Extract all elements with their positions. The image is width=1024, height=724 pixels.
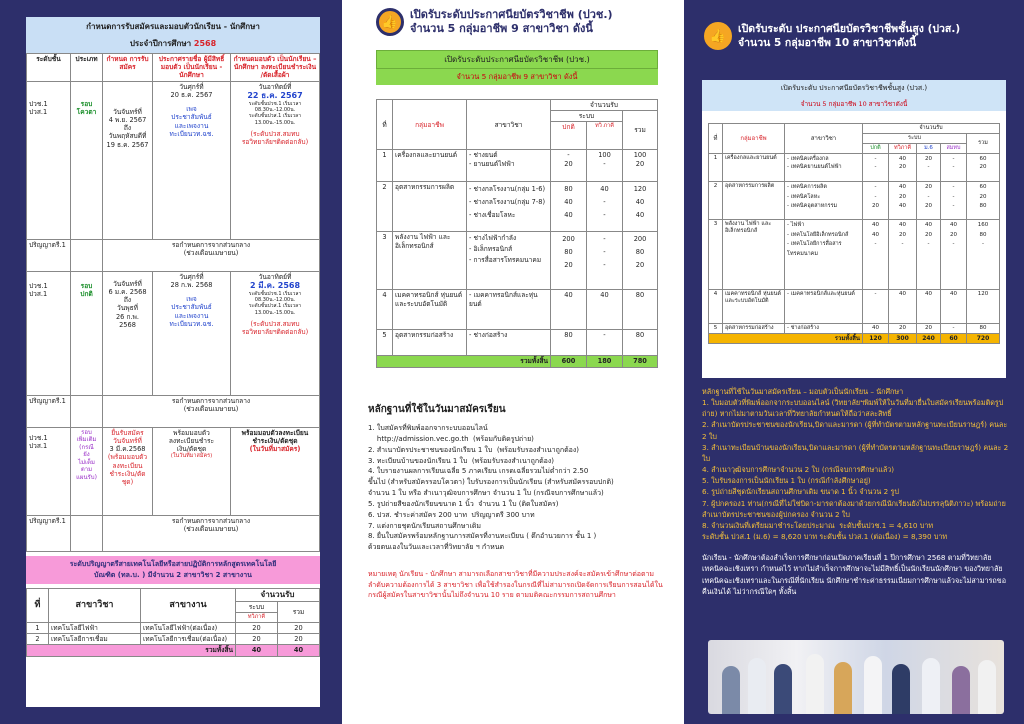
cell-biweek: - - - [587,232,623,290]
schedule-row-quota [27,81,320,239]
cell-normal: 200 80 20 [551,232,587,290]
hvc-table-card [702,80,1006,378]
hvc-docs [702,386,1012,597]
cell-total: 20 [277,622,319,633]
report-date: 22 ธ.ค. 2567 [247,90,303,100]
row-schedule: รอกำหนดการจากส่วนกลาง (ช่วงเดือนเมษายน) [103,239,320,271]
student-figure [834,662,852,714]
cell-no: 2 [377,182,393,232]
total-joint: 60 [941,333,967,344]
hvc-bar-subtitle: จำนวน 5 กลุ่มอาชีพ 10 สาขาวิชาดังนี้ [702,97,1006,111]
col-no: ที่ [709,124,723,154]
cell-total: 100 20 [623,150,658,182]
cell-m6: 20 [917,323,941,333]
panel-hvc [684,0,1024,724]
table-row [709,219,1000,289]
list-item: 4. สำเนาวุฒิจบการศึกษาจำนวน 2 ใบ (กรณีจบการศึกษาแล้ว) [702,465,895,475]
total-m6: 240 [917,333,941,344]
cell-group: เครื่องกลและยานยนต์ [723,153,785,181]
total-biweek: 300 [889,333,917,344]
list-item: ขึ้นไป (สำหรับสมัครรอบโควตา) ใบรับรองการเป็นนักเรียน (สำหรับสมัครรอบปกติ) [368,478,614,487]
docs-title: หลักฐานที่ใช้ในวันมาสมัครเรียน [368,404,506,415]
row-apply: วันจันทร์ที่ 4 พ.ย. 2567 ถึง วันพฤหัสบดีที่ 19 ธ.ค. 2567 [103,81,153,239]
cell-majors: - เทคนิคการผลิต - เทคนิคโลหะ - เทคนิคอุตสาหกรรม [785,181,863,219]
apply-label: ยื่นรับสมัคร วันจันทร์ที่ [111,428,144,445]
cell-majors: - ช่างยนต์ - ยานยนต์ไฟฟ้า [467,150,551,182]
cell-biweek: 40 20 - [889,219,917,289]
list-item: 8. ยื่นใบสมัครพร้อมหลักฐานการสมัครที่งานทะเบียน ( ตึกอำนวยการ ชั้น 1 ) [368,532,597,541]
cell-majors: - ช่างกลโรงงาน(กลุ่ม 1-6) - ช่างกลโรงงาน(กลุ่ม 7-8) - ช่างเชื่อมโลหะ [467,182,551,232]
schedule-card [26,17,320,707]
announce-text: พร้อมมอบตัว ลงทะเบียนชำระ เงิน/ตัดชุด [168,428,215,454]
pvc-table [376,99,658,368]
cell-normal: 80 [551,330,587,356]
list-item: 3. ทะเบียนบ้านของนักเรียน 1 ใบ (พร้อมรับรองสำเนาถูกต้อง) [368,456,555,465]
report-note: (ระดับปวส.สมทบ รอวิทยาลัยฯติดต่อกลับ) [241,129,309,147]
list-item: ด้วยตนเองในวันและเวลาที่วิทยาลัย ฯ กำหนด [368,543,505,552]
list-item: ระดับชั้น ปวส.1 (ม.6) = 8,620 บาท ระดับชั้น ปวส.1 (ต่อเนื่อง) = 8,390 บาท [702,532,948,542]
student-figure [922,658,940,714]
cell-biweek: 40 20 [889,153,917,181]
announce-note: เพจ ประชาสัมพันธ์ และเพจงาน ทะเบียนวท.ฉช. [169,295,214,328]
student-figure [864,656,882,714]
schedule-header-row [27,54,320,82]
cell-normal: - 20 [551,150,587,182]
table-row [27,634,320,645]
announce-day: วันศุกร์ที่ [179,82,204,91]
report-day: วันอาทิตย์ที่ [258,272,292,281]
list-item: 4. ใบรายงานผลการเรียนเฉลี่ย 5 ภาคเรียน เกรดเฉลี่ยรวมไม่ต่ำกว่า 2.50 [368,467,589,476]
row-schedule: รอกำหนดการจากส่วนกลาง (ช่วงเดือนเมษายน) [103,515,320,551]
cell-group: พลังงาน ไฟฟ้า และอิเล็กทรอนิกส์ [393,232,467,290]
empty-cell [71,515,103,551]
col-total: รวม [967,133,1000,153]
cell-joint: 40 [941,289,967,323]
docs-list [368,423,668,553]
row-level: ปริญญาตรี.1 [27,515,71,551]
cell-total: 80 [967,323,1000,333]
cell-no: 5 [709,323,723,333]
col-major: สาขาวิชา [49,588,141,622]
report-note: (ระดับปวส.สมทบ รอวิทยาลัยฯติดต่อกลับ) [241,319,309,337]
cell-no: 2 [709,181,723,219]
empty-cell [71,239,103,271]
cell-group: อุตสาหกรรมการผลิต [393,182,467,232]
cell-m6: 20 - [917,153,941,181]
announce-note: (ในวันที่มาสมัคร) [170,453,213,460]
cell-no: 3 [709,219,723,289]
cell-m6: 20 - 20 [917,181,941,219]
schedule-row-bachelor [27,515,320,551]
apply-note: (พร้อมมอบตัว ลงทะเบียน ชำระเงิน/ตัด ชุด) [107,453,148,487]
col-type: ประเภท [71,54,103,82]
col-normal: ปกติ [863,143,889,153]
col-no: ที่ [27,588,49,622]
col-biweek: ทวิ ภาคี [587,122,623,150]
hvc-bar-title: เปิดรับระดับ ประกาศนียบัตรวิชาชีพชั้นสูง (ปวส.) [702,80,1006,97]
col-normal: ปกติ [551,122,587,150]
empty-cell [71,395,103,427]
year-value: 2568 [193,39,217,48]
schedule-row-extra [27,427,320,515]
table-row [377,290,658,330]
pvc-header [376,8,613,36]
list-item: 3. สำเนาทะเบียนบ้านของนักเรียน,บิดาและมารดา (ผู้ที่ทำบัตรตามหลักฐานทะเบียนราษฎร์) คนละ 2 ใบ [702,442,1011,463]
cell-biweek: 20 [235,622,277,633]
list-item: 7. แต่งกายชุดนักเรียนสถานศึกษาเดิม [368,521,482,530]
row-level: ปวช.1 ปวส.1 [27,427,71,515]
pvc-title [410,8,613,36]
row-announce [153,427,231,515]
cell-field: เทคโนโลยีไฟฟ้า(ต่อเนื่อง) [141,622,236,633]
student-figure [774,664,792,714]
col-system: ระบบ [863,133,967,143]
row-level: ปวช.1 ปวส.1 [27,271,71,395]
col-group: กลุ่มอาชีพ [393,100,467,150]
col-announce [153,54,231,82]
col-major: สาขาวิชา [467,100,551,150]
cell-no: 2 [27,634,49,645]
total-total: 40 [277,645,319,656]
total-normal: 600 [551,356,587,367]
year-label: ประจำปีการศึกษา [129,39,192,48]
table-row [377,330,658,356]
report-header-text: กำหนดมอบตัว เป็นนักเรียน – นักศึกษา ลงทะเบียนชำระเงิน /ตัดเสื้อผ้า [233,55,317,80]
pvc-note: หมายเหตุ นักเรียน - นักศึกษา สามารถเลือกสาขาวิชาที่มีความประสงค์จะสมัครเข้าศึกษาต่อตามลำดับความต้องการได้ 3 สาขาวิชา เพื่อใช้สำรองในกรณีที่ไม่สามารถเปิดจัดการเรียนการสอนได้ในกรณีผู้สมัครในสาขาวิชานั้นไม่ถึงจำนวน 10 ราย ตามมติคณะกรรมการสถานศึกษา [368,570,663,600]
total-label: รวมทั้งสิ้น [27,645,236,656]
cell-group: เมคคาทรอนิกส์ หุ่นยนต์ และระบบอัตโนมัติ [393,290,467,330]
list-item: จำนวน 1 ใบ หรือ สำเนาวุฒิจบการศึกษา จำนวน 1 ใบ (กรณีจบการศึกษาแล้ว) [368,489,604,498]
cell-majors: - ไฟฟ้า - เทคโนโลยีอิเล็กทรอนิกส์ - เทคโนโลยีการสื่อสารโทรคมนาคม [785,219,863,289]
cell-group: อุตสาหกรรมก่อสร้าง [393,330,467,356]
cell-group: พลังงาน ไฟฟ้า และอิเล็กทรอนิกส์ [723,219,785,289]
row-report [231,271,320,395]
list-item: 7. ผู้ปกครอง1 ท่าน(กรณีที่ไม่ใช่บิดา-มารดาต้องมาด้วยกรณีนักเรียนยังไม่บรรลุนิติภาวะ) พร้อมถ่ายสำเนาบัตรประชาชนของผู้ปกครอง จำนวน 2 ใบ [702,498,1006,519]
row-apply: วันจันทร์ที่ 6 ม.ค. 2568 ถึง วันพุธที่ 26 ก.พ. 2568 [103,271,153,395]
announce-date: 20 ธ.ค. 2567 [170,90,213,99]
student-figure [952,666,970,714]
cell-majors: - เมคคาทรอนิกส์และหุ่นยนต์ [785,289,863,323]
row-announce [153,81,231,239]
cell-joint: 40 20 - [941,219,967,289]
total-total: 780 [623,356,658,367]
cell-no: 1 [709,153,723,181]
cell-normal: - - 20 [863,181,889,219]
col-capacity: จำนวนรับ [235,588,319,601]
hvc-title-line2: จำนวน 5 กลุ่มอาชีพ 10 สาขาวิชาดังนี้ [738,37,917,50]
cell-total: 120 40 40 [623,182,658,232]
hvc-title-line1: เปิดรับระดับ ประกาศนียบัตรวิชาชีพชั้นสูง (ปวส.) [738,23,961,35]
student-figure [748,658,766,714]
report-day: วันอาทิตย์ที่ [258,82,292,91]
cell-total: 200 80 20 [623,232,658,290]
cell-majors: - เทคนิคเครื่องกล - เทคนิคยานยนต์ไฟฟ้า [785,153,863,181]
list-item: 8. จำนวนเงินที่เตรียมมาชำระโดยประมาณ ระดับชั้นปวช.1 = 4,610 บาท [702,520,934,530]
apply-date: 3 มี.ค.2568 [109,445,146,454]
list-item: http://admission.vec.go.th (พร้อมกับติดรูปถ่าย) [368,434,534,443]
row-type: รอบ เพิ่มเติม (กรณี ยัง ไม่เต็ม ตาม แผนรับ) [71,427,103,515]
row-announce [153,271,231,395]
col-biweek: ทวิภาคี [235,612,277,622]
cell-major: เทคโนโลยีการเชื่อม [49,634,141,645]
cell-m6: 40 [917,289,941,323]
col-apply: กำหนด การรับสมัคร [103,54,153,82]
schedule-title-text: กำหนดการรับสมัครและมอบตัวนักเรียน - นักศึกษา [86,22,260,31]
cell-normal: 40 [551,290,587,330]
academic-year [26,37,320,50]
hvc-title [738,22,960,50]
row-report [231,81,320,239]
thumbs-up-icon: 👍 [376,8,404,36]
list-item: 1. ใบมอบตัวที่พิมพ์ออกจากระบบออนไลน์ (วิทยาลัยฯพิมพ์ให้ในวันที่มายื่นใบสมัครเรียนพร้อมติดรูปถ่าย) หากไม่มาตามวันเวลาที่วิทยาลัยกำหนดให้ถือว่าสละสิทธิ์ [702,398,1004,419]
schedule-row-normal [27,271,320,395]
student-figure [722,666,740,714]
cell-total: 120 [967,289,1000,323]
hvc-header [704,22,960,50]
cell-field: เทคโนโลยีการเชื่อม(ต่อเนื่อง) [141,634,236,645]
cell-biweek: 20 [235,634,277,645]
list-item: 1. ใบสมัครที่พิมพ์ออกจากระบบออนไลน์ [368,424,488,432]
col-major: สาขาวิชา [785,124,863,154]
cell-no: 4 [709,289,723,323]
col-joint: สมทบ [941,143,967,153]
cell-majors: - เมคคาทรอนิกส์และหุ่นยนต์ [467,290,551,330]
cell-biweek: 40 [587,290,623,330]
row-report [231,427,320,515]
total-label: รวมทั้งสิ้น [377,356,551,367]
schedule-table [26,53,320,552]
total-total: 720 [967,333,1000,344]
cell-joint: - - - [941,181,967,219]
bachelor-header-row [27,588,320,601]
report-time: ระดับชั้นปวช.1 เริ่มเวลา 08.30น.-12.00น. ระดับชั้นปวส.1 เริ่มเวลา 13.00น.-15.00น. [248,290,302,316]
announce-header-text: ประกาศรายชื่อ ผู้มีสิทธิ์มอบตัว เป็นนักเรียน - นักศึกษา [158,55,225,80]
bachelor-table [26,588,320,657]
hvc-docs-title: หลักฐานที่ใช้ในวันมาสมัครเรียน – มอบตัวเป็นนักเรียน – นักศึกษา [702,387,904,396]
total-row [709,333,1000,344]
announce-note: เพจ ประชาสัมพันธ์ และเพจงาน ทะเบียนวท.ฉช. [169,105,214,138]
table-row [709,289,1000,323]
pvc-table-card [376,50,658,368]
hvc-table [708,123,1000,344]
student-figure [806,654,824,714]
col-no: ที่ [377,100,393,150]
row-schedule: รอกำหนดการจากส่วนกลาง (ช่วงเดือนเมษายน) [103,395,320,427]
list-item: 2. สำเนาบัตรประชาชนของนักเรียน,บิดาและมารดา (ผู้ที่ทำบัตรตามหลักฐานทะเบียนราษฎร์) คนละ 2 ใบ [702,420,1010,441]
col-group: กลุ่มอาชีพ [723,124,785,154]
total-label: รวมทั้งสิ้น [709,333,863,344]
report-text: พร้อมมอบตัวลงทะเบียน ชำระเงิน/ตัดชุด [241,428,309,445]
col-total: รวม [623,111,658,150]
schedule-row-bachelor [27,395,320,427]
row-type: รอบ ปกติ [71,271,103,395]
total-biweek: 40 [235,645,277,656]
hvc-note: นักเรียน - นักศึกษาต้องสำเร็จการศึกษาก่อนเปิดภาคเรียนที่ 1 ปีการศึกษา 2568 ตามที่วิทยาลัยเทคนิคฉะเชิงเทรา กำหนดไว้ หากไม่สำเร็จการศึกษาจะไม่มีสิทธิ์เป็นนักเรียนนักศึกษา ของวิทยาลัยเทคนิคฉะเชิงเทราและในกรณีที่นักเรียน นักศึกษาชำระค่าธรรมเนียมการศึกษาแล้วจะไม่สามารถขอคืนเงินได้ ไม่ว่ากรณีใดๆ ทั้งสิ้น [702,553,1007,596]
cell-group: อุตสาหกรรมก่อสร้าง [723,323,785,333]
student-figure [892,664,910,714]
table-row [377,232,658,290]
cell-biweek: 100 - [587,150,623,182]
announce-day: วันศุกร์ที่ [179,272,204,281]
report-date: 2 มี.ค. 2568 [249,280,301,290]
cell-group: เมคคาทรอนิกส์ หุ่นยนต์และระบบอัตโนมัติ [723,289,785,323]
cell-major: เทคโนโลยีไฟฟ้า [49,622,141,633]
schedule-row-bachelor [27,239,320,271]
col-m6: ม.6 [917,143,941,153]
list-item: 5. ใบรับรองการเป็นนักเรียน 1 ใบ (กรณีกำลังศึกษาอยู่) [702,476,871,486]
cell-group: เครื่องกลและยานยนต์ [393,150,467,182]
pvc-title-line1: เปิดรับระดับประกาศนียบัตรวิชาชีพ (ปวช.) [410,8,613,22]
list-item: 2. สำเนาบัตรประชาชนของนักเรียน 1 ใบ (พร้อมรับรองสำเนาถูกต้อง) [368,445,580,454]
schedule-title [26,17,320,53]
student-figure [978,660,996,714]
table-row [27,622,320,633]
col-capacity: จำนวนรับ [551,100,658,111]
row-level: ปวช.1 ปวส.1 [27,81,71,239]
table-row [377,182,658,232]
cell-total: 160 80 - [967,219,1000,289]
pvc-bar-title: เปิดรับระดับประกาศนียบัตรวิชาชีพ (ปวช.) [376,50,658,69]
list-item: 5. รูปถ่ายสีของนักเรียนขนาด 1 นิ้ว จำนวน 1 ใบ (ติดใบสมัคร) [368,499,559,508]
report-note: (ในวันที่มาสมัคร) [249,445,301,454]
row-level: ปริญญาตรี.1 [27,395,71,427]
total-biweek: 180 [587,356,623,367]
total-normal: 120 [863,333,889,344]
total-row [27,645,320,656]
hvc-docs-list [702,397,1012,542]
cell-normal: 40 [863,323,889,333]
cell-no: 1 [27,622,49,633]
cell-biweek: 20 [889,323,917,333]
cell-total: 80 [623,290,658,330]
cell-joint: - - [941,153,967,181]
col-report [231,54,320,82]
row-apply [103,427,153,515]
cell-no: 1 [377,150,393,182]
cell-joint: - [941,323,967,333]
table-row [377,150,658,182]
col-system: ระบบ [551,111,623,122]
row-type: รอบ โควตา [71,81,103,239]
pvc-header-row [377,100,658,111]
report-time: ระดับชั้นปวช.1 เริ่มเวลา 08.30น.-12.00น. ระดับชั้นปวส.1 เริ่มเวลา 13.00น.-15.00น. [248,100,302,126]
panel-schedule [0,0,342,724]
col-capacity: จำนวนรับ [863,124,1000,134]
cell-biweek: 40 20 40 [889,181,917,219]
row-level: ปริญญาตรี.1 [27,239,71,271]
cell-majors: - ช่างไฟฟ้ากำลัง - อิเล็กทรอนิกส์ - การสื่อสารโทรคมนาคม [467,232,551,290]
hvc-header-row [709,124,1000,134]
pvc-bar-subtitle: จำนวน 5 กลุ่มอาชีพ 9 สาขาวิชา ดังนี้ [376,69,658,85]
total-row [377,356,658,367]
panel-pvc [342,0,684,724]
col-level: ระดับชั้น [27,54,71,82]
cell-no: 3 [377,232,393,290]
announce-date: 28 ก.พ. 2568 [170,280,213,289]
thumbs-up-icon: 👍 [704,22,732,50]
pvc-docs [368,402,668,601]
cell-total: 80 [623,330,658,356]
cell-biweek: 40 - - [587,182,623,232]
cell-normal: 80 40 40 [551,182,587,232]
col-total: รวม [277,601,319,622]
students-photo [708,640,1004,714]
cell-no: 4 [377,290,393,330]
cell-total: 60 20 [967,153,1000,181]
cell-group: อุตสาหกรรมการผลิต [723,181,785,219]
col-system: ระบบ [235,601,277,612]
cell-total: 60 20 80 [967,181,1000,219]
pvc-title-line2: จำนวน 5 กลุ่มอาชีพ 9 สาขาวิชา ดังนี้ [410,22,593,35]
cell-majors: - ช่างก่อสร้าง [467,330,551,356]
table-row [709,153,1000,181]
cell-total: 20 [277,634,319,645]
list-item: 6. ปวส. ชำระค่าสมัคร 200 บาท ปริญญาตรี 300 บาท [368,510,535,519]
bachelor-title: ระดับปริญญาตรีสายเทคโนโลยีหรือสายปฏิบัติการหลักสูตรเทคโนโลยี บัณฑิต (ทล.บ. ) มีจำนวน 2 สาขาวิชา 2 สาขางาน [26,556,320,584]
col-field: สาขางาน [141,588,236,622]
cell-biweek: 40 [889,289,917,323]
cell-biweek: - [587,330,623,356]
table-row [709,181,1000,219]
table-row [709,323,1000,333]
col-biweek: ทวิภาคี [889,143,917,153]
cell-normal: - [863,289,889,323]
cell-normal: - - [863,153,889,181]
cell-no: 5 [377,330,393,356]
cell-normal: 40 40 - [863,219,889,289]
list-item: 6. รูปถ่ายสีชุดนักเรียนสถานศึกษาเดิม ขนาด 1 นิ้ว จำนวน 2 รูป [702,487,899,497]
cell-majors: - ช่างก่อสร้าง [785,323,863,333]
cell-m6: 40 20 - [917,219,941,289]
